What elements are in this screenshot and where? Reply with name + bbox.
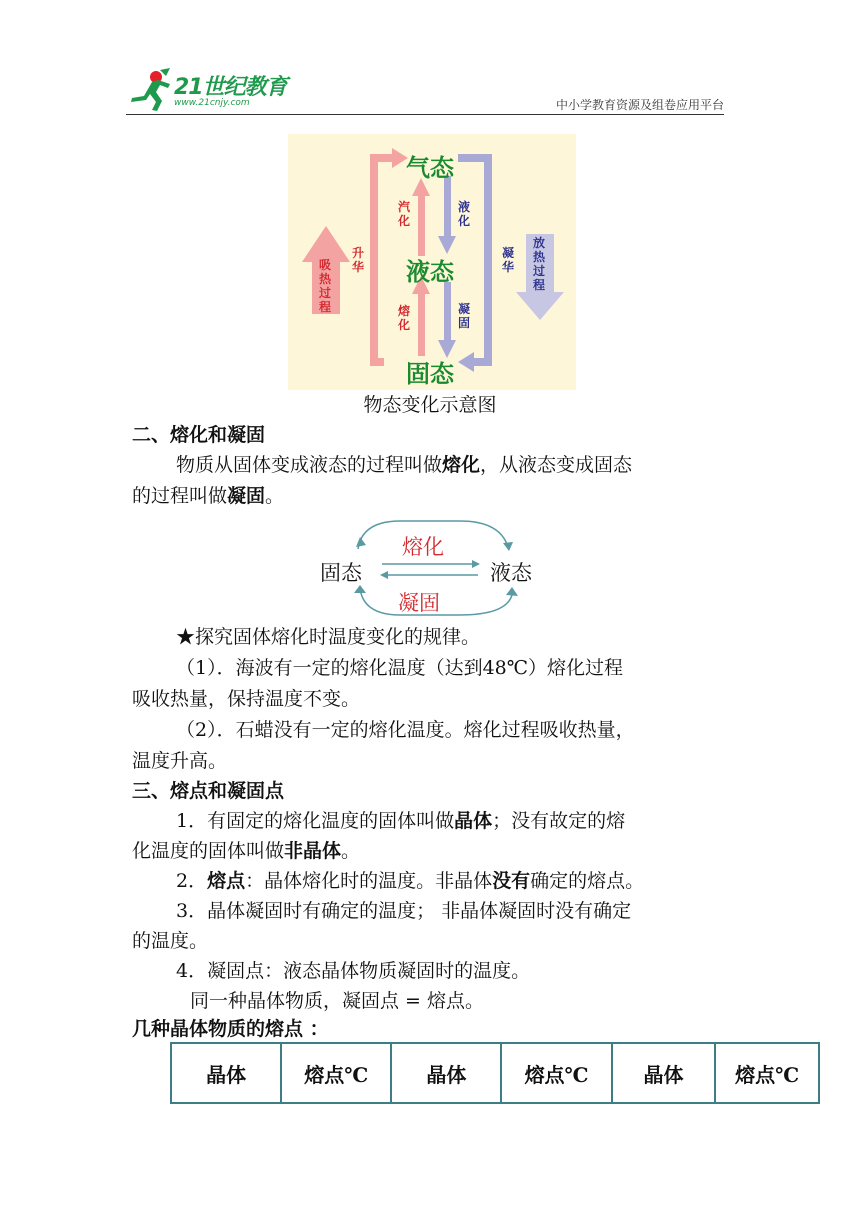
table-header-cell: 熔点℃: [281, 1043, 391, 1103]
label-liquid: 液态: [490, 561, 532, 585]
label-melt: 熔化: [402, 535, 444, 559]
deposition-arrow: [458, 158, 488, 362]
label-deposit: 凝华: [502, 246, 515, 274]
text: 1．有固定的熔化温度的固体叫做: [176, 810, 455, 832]
table-header-cell: 晶体: [171, 1043, 281, 1103]
table-header-cell: 晶体: [612, 1043, 716, 1103]
label-liquefy: 液化: [458, 200, 471, 228]
header-divider: [126, 114, 724, 115]
explore-title: ★探究固体熔化时温度变化的规律。: [176, 626, 481, 648]
section3-line6: 4．凝固点：液态晶体物质凝固时的温度。: [176, 960, 531, 982]
sublimation-arrow: [374, 158, 392, 362]
text: ：晶体熔化时的温度。非晶体: [245, 870, 493, 892]
label-absorb: 吸热过程: [319, 258, 332, 314]
text: 确定的熔点。: [530, 870, 645, 892]
section3-line2: [132, 836, 360, 867]
term-crystal: 晶体: [454, 810, 493, 832]
section3-line4: 3．晶体凝固时有确定的温度； 非晶体凝固时没有确定: [176, 900, 632, 922]
runner-logo-icon: [126, 68, 174, 112]
logo-url: www.21cnjy.com: [174, 98, 250, 108]
label-solidify: 凝固: [398, 591, 440, 615]
label-solid: 固态: [406, 360, 454, 388]
table-header-cell: 熔点℃: [501, 1043, 611, 1103]
term-melt: 熔化: [442, 454, 481, 476]
label-gas: 气态: [406, 154, 454, 182]
text: 的过程叫做: [132, 485, 228, 507]
platform-name: 中小学教育资源及组卷应用平台: [555, 98, 724, 112]
text: 2．: [176, 870, 208, 892]
melt-solidify-diagram: [310, 515, 550, 620]
logo: [126, 68, 296, 114]
section3-title: 三、熔点和凝固点: [132, 780, 285, 802]
text: 。: [265, 485, 285, 507]
section3-line3: [176, 866, 644, 897]
section2-title: 二、熔化和凝固: [132, 424, 266, 446]
table-header-cell: 熔点℃: [715, 1043, 819, 1103]
text: 物质从固体变成液态的过程叫做: [176, 454, 443, 476]
table-title: 几种晶体物质的熔点 ：: [132, 1018, 329, 1040]
page-header: [0, 0, 860, 120]
label-vaporize: 汽化: [398, 200, 411, 228]
term-solidify: 凝固: [227, 485, 266, 507]
table-header-row: [171, 1043, 819, 1103]
text: ，从液态变成固态: [480, 454, 633, 476]
section3-line7: 同一种晶体物质，凝固点 = 熔点。: [190, 990, 484, 1012]
explore-item1-line1: （1）．海波有一定的熔化温度（达到48℃）熔化过程: [176, 657, 624, 679]
term-none: 没有: [492, 870, 531, 892]
explore-item2-line1: （2）．石蜡没有一定的熔化温度。熔化过程吸收热量，: [176, 719, 635, 741]
term-noncrystal: 非晶体: [284, 840, 342, 862]
diagram-caption: 物态变化示意图: [363, 394, 497, 416]
label-release: 放热过程: [533, 236, 546, 292]
melting-point-table: [170, 1042, 820, 1104]
label-solid: 固态: [320, 561, 362, 585]
section2-para-line2: [132, 481, 284, 512]
explore-item2-line2: 温度升高。: [132, 750, 228, 772]
section2-para-line1: [176, 450, 632, 481]
table-header-cell: 晶体: [391, 1043, 501, 1103]
text: 。: [341, 840, 361, 862]
label-sublime: 升华: [352, 246, 365, 274]
section3-line5: 的温度。: [132, 930, 209, 952]
label-liquid: 液态: [406, 258, 454, 286]
text: 化温度的固体叫做: [132, 840, 285, 862]
logo-text: 21世纪教育: [174, 75, 287, 100]
label-solidify: 凝固: [458, 302, 471, 330]
section3-line1: [176, 806, 625, 837]
state-change-diagram: [288, 134, 576, 390]
explore-item1-line2: 吸收热量，保持温度不变。: [132, 688, 361, 710]
term-melting-point: 熔点: [207, 870, 246, 892]
text: ；没有故定的熔: [492, 810, 626, 832]
label-melt: 熔化: [398, 304, 411, 332]
